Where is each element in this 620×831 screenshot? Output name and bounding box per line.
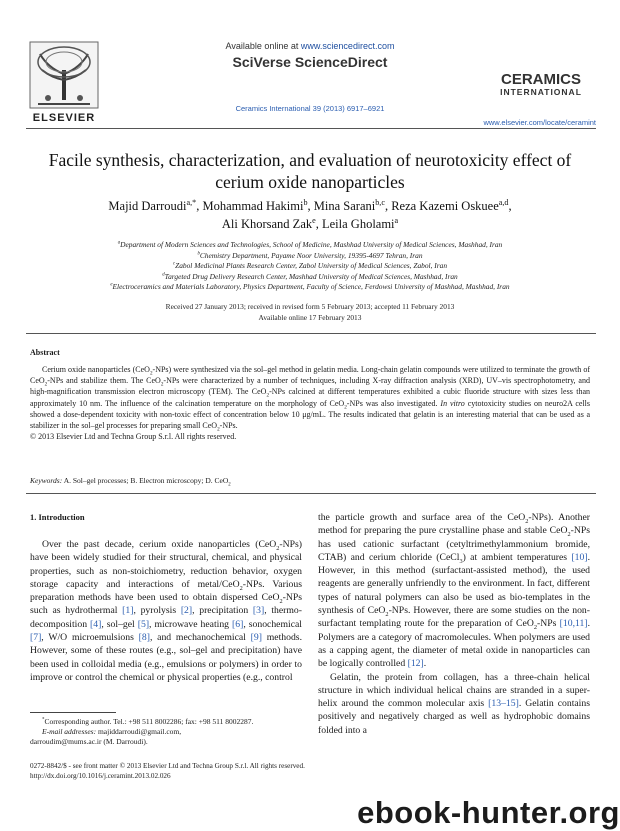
citation-link[interactable]: [8] (138, 632, 150, 644)
affiliation-text: Zabol Medicinal Plants Research Center, Zabol University of Medical Sciences, Zabol, Iran (175, 261, 448, 270)
citation-link[interactable]: [10] (571, 551, 588, 563)
author: Ali Khorsand Zak (221, 217, 313, 231)
corresponding-author: Corresponding author. Tel.: +98 511 8002286; fax: +98 511 8002287. (44, 717, 254, 726)
journal-reference[interactable]: Ceramics International 39 (2013) 6917–6921 (235, 104, 385, 113)
footnote-rule (30, 712, 116, 713)
front-matter-copyright: 0272-8842/$ - see front matter © 2013 Elsevier Ltd and Techna Group S.r.l. All rights reserved. (30, 762, 305, 770)
affiliations (30, 240, 590, 293)
header-rule (26, 128, 596, 129)
section-heading: 1. Introduction (30, 512, 85, 522)
journal-logo-subtitle: INTERNATIONAL (500, 87, 582, 97)
affiliation (30, 272, 590, 283)
author-sup: b (303, 197, 308, 207)
citation-link[interactable]: [10,11] (559, 618, 588, 630)
author-sup: a (394, 215, 399, 225)
author: Majid Darroudi (108, 199, 187, 213)
email-label: E-mail addresses: (42, 727, 97, 736)
author: Mina Sarani (313, 199, 376, 213)
abstract-copyright: © 2013 Elsevier Ltd and Techna Group S.r.l. All rights reserved. (30, 432, 237, 442)
citation-link[interactable]: [6] (232, 618, 244, 630)
publisher-name: ELSEVIER (32, 112, 96, 124)
citation-link[interactable]: [9] (250, 632, 262, 644)
affiliation (30, 240, 590, 251)
email-address[interactable]: majiddarroudi@gmail.com, (96, 727, 182, 736)
abstract-top-rule (26, 333, 596, 334)
footnote-mark: * (42, 717, 45, 723)
body-column-left (30, 538, 302, 684)
citation-link[interactable]: [13–15] (488, 698, 519, 710)
citation-link[interactable]: [1] (122, 605, 134, 617)
paragraph: the particle growth and surface area of the CeO$_2$-NPs). Another method for preparing the pure crystalline phase and stable CeO$_2$-NPs has used cationic surfactant (cetyltrimethylammonium bromide, CTAB) and cerium chloride (CeCl$_3$) at ambient temperatures [10]. However, in this method (surfactant-assisted method), the used reagents are generally unfriendly to the environment. In fact, different types of natural polymers can also be used as bio-templates in the synthesis of CeO$_2$-NPs. However, there are some studies on the non-surfactant templating route for the preparation of CeO$_2$-NPs [10,11]. Polymers are a category of macromolecules. When polymers are used as a capping agent, the diameter of metal oxide in nanoparticles can be logically controlled [12]. (318, 512, 590, 670)
author-sup: a,d (498, 197, 509, 207)
author-sup: b,c (375, 197, 385, 207)
author: Mohammad Hakimi (202, 199, 304, 213)
journal-logo-title: CERAMICS (500, 71, 581, 88)
journal-url-link[interactable]: www.elsevier.com/locate/ceramint (483, 118, 596, 127)
author-sup: e (312, 215, 316, 225)
affiliation-text: Department of Modern Sciences and Technologies, School of Medicine, Mashhad University of Medical Sciences, Mashhad, Iran (120, 240, 503, 249)
article-dates (30, 302, 590, 323)
platform-name: SciVerse ScienceDirect (232, 54, 388, 70)
author: Leila Gholami (321, 217, 395, 231)
availability-line (0, 41, 620, 51)
citation-link[interactable]: [3] (252, 605, 265, 617)
abstract-heading: Abstract (30, 348, 60, 357)
watermark: ebook-hunter.org (357, 795, 620, 830)
citation-link[interactable]: [5] (137, 618, 150, 630)
affiliation-sup: d (162, 272, 165, 278)
keywords: Keywords: A. Sol–gel processes; B. Electron microscopy; D. CeO$_2$ (30, 476, 231, 488)
doi-link[interactable]: http://dx.doi.org/10.1016/j.ceramint.2013.02.026 (30, 771, 171, 780)
citation-link[interactable]: [4] (90, 618, 102, 630)
abstract-bottom-rule (26, 493, 596, 494)
affiliation (30, 261, 590, 272)
article-title: Facile synthesis, characterization, and evaluation of neurotoxicity effect of cerium oxide nanoparticles (48, 150, 572, 192)
author-list: Majid Darroudi$^{a,*}$, Mohammad Hakimi$^b$, Mina Sarani$^{b,c}$, Reza Kazemi Oskuee$^{a,d}$, Ali Khorsand Zak$^e$, Leila Gholami$^a$ (108, 197, 512, 231)
sciencedirect-link[interactable]: www.sciencedirect.com (300, 41, 395, 51)
available-prefix: Available online at (225, 41, 301, 51)
affiliation-sup: e (110, 282, 113, 288)
citation-link[interactable]: [7] (30, 632, 42, 644)
citation-link[interactable]: [12] (407, 658, 424, 670)
body-column-right (318, 511, 590, 737)
online-date: Available online 17 February 2013 (258, 312, 362, 322)
paragraph: Gelatin, the protein from collagen, has a three-chain helical structure in which individual helical chains are stranded in a super-helix around the common molecular axis [13–15]. Gelatin contains positively and negatively charged as well as hydrophobic domains folded into a (318, 671, 590, 736)
affiliation (30, 251, 590, 262)
citation-link[interactable]: [2] (180, 605, 193, 617)
footnote (30, 717, 320, 747)
affiliation-sup: c (172, 261, 176, 267)
front-matter (30, 762, 590, 781)
affiliation-sup: a (117, 240, 121, 246)
paragraph: Over the past decade, cerium oxide nanoparticles (CeO$_2$-NPs) have been widely studied for their structural, chemical, and physical properties, such as non-stoichiometry, reduction behavior, oxygen storage capacity and interactions of metal/CeO$_2$-NPs. Various preparation methods have been used to obtain dispersed CeO$_2$-NPs such as hydrothermal [1], pyrolysis [2], precipitation [3], thermo-decomposition [4], sol–gel [5], microwave heating [6], sonochemical [7], W/O microemulsions [8], and mechanochemical [9] methods. However, some of these routes (e.g., sol–gel and precipitation) have been used in colloidal media (e.g., emulsions or polymers) in order to improve or control the chemical or physical properties (e.g., control (30, 539, 302, 683)
received-dates: Received 27 January 2013; received in revised form 5 February 2013; accepted 11 February 2013 (165, 302, 455, 311)
affiliation-text: Chemistry Department, Payame Noor University, 19395-4697 Tehran, Iran (199, 250, 423, 260)
affiliation-text: Targeted Drug Delivery Research Center, Mashhad University of Medical Sciences, Mashhad, Iran (164, 271, 458, 281)
affiliation-sup: b (197, 251, 200, 257)
author: Reza Kazemi Oskuee (391, 199, 499, 213)
keywords-list: A. Sol–gel processes; B. Electron microscopy; D. CeO (62, 476, 229, 485)
affiliation-text: Electroceramics and Materials Laboratory, Physics Department, Faculty of Science, Ferdowsi University of Mashhad, Mashhad, Iran (112, 282, 510, 291)
author-sup: a,* (186, 197, 197, 207)
keywords-label: Keywords: (30, 476, 63, 485)
abstract-text: Cerium oxide nanoparticles (CeO$_2$-NPs) were synthesized via the sol–gel method in gelatin media. Long-chain gelatin compounds were utilized to terminate the growth of CeO$_2$-NPs and stabilize them. The CeO$_2$-NPs were characterized by a number of techniques, including X-ray diffraction analysis (XRD), UV–vis spectrophotometry, and high-magnification transmission electron microscopy (TEM). The CeO$_2$-NPs calcined at different temperatures exhibited a cubic fluoride structure with sizes less than approximately 10 nm. The influence of the calcination temperature on the morphology of CeO$_2$-NPs was also investigated. In vitro cytotoxicity studies on neuro2A cells showed a dose-dependent toxicity with non-toxic effect of concentration below 10 μg/mL. The results indicated that gelatin is an interesting material that can be used as a stabilizer in the sol–gel processes for preparing small CeO$_2$-NPs. © 2013 Elsevier Ltd and Techna Group S.r.l. All rights reserved. (30, 365, 591, 442)
affiliation (30, 282, 590, 293)
email-address[interactable]: darroudim@mums.ac.ir (M. Darroudi). (30, 737, 148, 746)
